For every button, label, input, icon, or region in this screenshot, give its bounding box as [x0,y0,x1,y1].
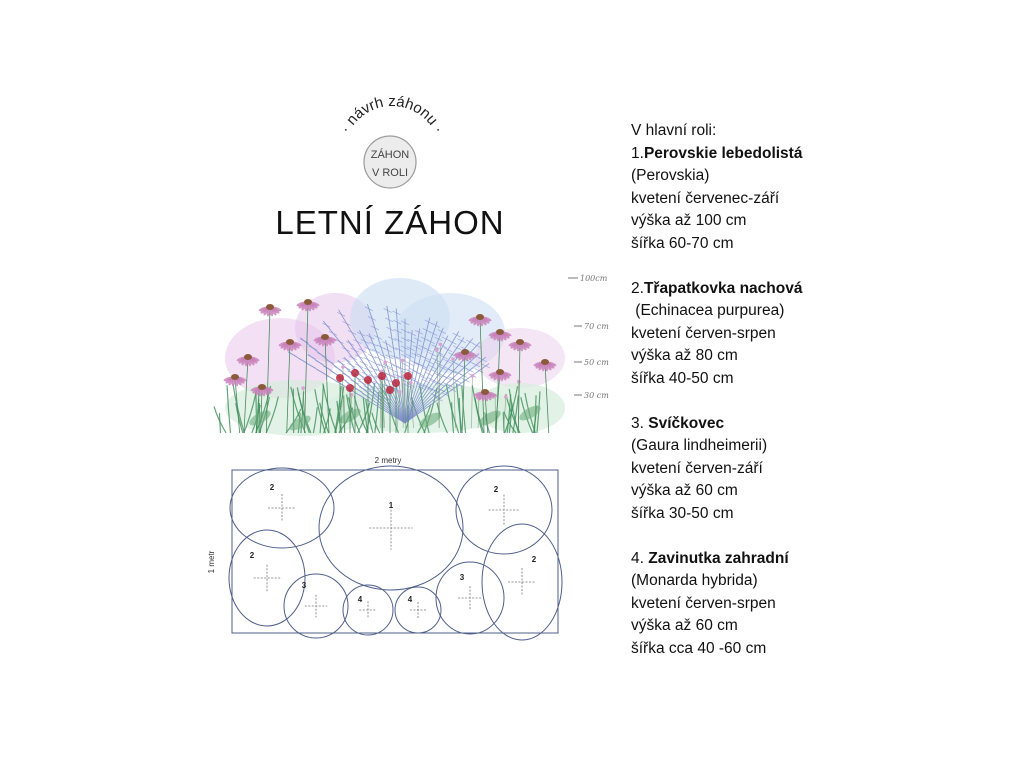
plant-height: výška až 60 cm [631,482,738,499]
plant-entry-4 [631,548,1011,661]
flower-cone [516,339,524,345]
plant-latin: (Gaura lindheimerii) [631,437,768,454]
height-mark-100: 100cm [580,274,608,283]
gaura-flower [504,395,508,399]
flower-cone [461,349,469,355]
perovskia-floret [360,361,368,365]
plant-position [456,466,552,554]
gaura-flower [409,381,413,385]
plant-number: 1. [631,144,644,162]
plant-width: šířka 30-50 cm [631,504,734,522]
plant-position [284,574,348,638]
gaura-flower [301,386,305,390]
page-title: LETNÍ ZÁHON [275,204,505,241]
flower-cone [286,339,294,345]
plant-height: výška až 100 cm [631,212,747,229]
plant-latin: (Perovskia) [631,167,710,184]
plant-bloom: kvetení červen-září [631,459,763,477]
plant-position [343,585,393,635]
bed-illustration [200,248,620,454]
monarda-flower [392,379,400,387]
plant-position [319,466,463,590]
plant-bloom: kvetení červen-srpen [631,594,776,612]
plant-name: Třapatkovka nachová [643,279,803,297]
flower-cone [244,354,252,360]
perovskia-floret [459,374,467,378]
plant-name: Perovskie lebedolistá [643,144,803,162]
gaura-flower [471,374,475,378]
perovskia-floret [375,357,383,361]
plant-number-label: 4 [357,595,363,604]
logo-arc-text: · návrh záhonu · [336,92,448,136]
monarda-flower [336,374,344,382]
gaura-flower [341,365,345,369]
plant-bloom: kvetení červenec-září [631,189,780,207]
leaf-stroke [219,413,220,433]
gaura-flower [451,357,455,361]
plant-info [631,120,1011,660]
gaura-flower [435,348,439,352]
plant-position [395,587,441,633]
svg-text:· návrh záhonu · [337,93,447,136]
plant-name: Zavinutka zahradní [648,549,789,567]
height-scale [568,274,609,400]
perovskia-floret [364,358,372,362]
plant-number-label: 4 [407,595,413,604]
perovskia-floret [368,354,376,358]
logo-line-2: V ROLI [371,167,409,179]
plant-number-label: 1 [388,501,394,510]
perovskia-floret [443,376,451,380]
height-mark-30: 30 cm [584,391,609,400]
plant-number-label: 2 [269,483,275,492]
flower-cone [481,389,489,395]
monarda-flower [364,376,372,384]
intro-text: V hlavní roli: [631,122,717,139]
gaura-flower [398,390,402,394]
plant-number: 3. [631,414,649,432]
plant-number-label: 3 [459,573,465,582]
plant-height: výška až 60 cm [631,617,738,634]
monarda-flower [404,372,412,380]
plant-name: Svíčkovec [648,414,725,432]
height-mark-70: 70 cm [584,322,609,331]
plant-latin: (Monarda hybrida) [631,572,758,589]
flower-cone [496,369,504,375]
plant-width: šířka cca 40 -60 cm [631,639,767,657]
monarda-flower [346,384,354,392]
plant-entry-1 [631,143,1011,256]
flower-cone [321,334,329,340]
plan-height-label: 1 metr [207,550,216,574]
plant-number-label: 2 [531,555,537,564]
flower-cone [266,304,274,310]
plant-number: 4. [631,549,649,567]
flower-cone [541,359,549,365]
gaura-flower [517,380,521,384]
gaura-flower [439,342,443,346]
flower-cone [496,329,504,335]
perovskia-floret [347,363,355,367]
plant-number-label: 2 [493,485,499,494]
perovskia-floret [462,378,470,382]
perovskia-floret [425,372,433,376]
gaura-flower [401,359,405,363]
plant-entry-2 [631,278,1011,391]
plant-number-label: 3 [301,581,307,590]
plant-circle [229,530,305,626]
plant-bloom: kvetení červen-srpen [631,324,776,342]
gaura-flower [383,360,387,364]
flower-cone [258,384,266,390]
plant-position [230,468,334,548]
perovskia-floret [434,373,442,377]
plant-latin: (Echinacea purpurea) [631,302,785,319]
logo-badge [364,136,416,188]
perovskia-floret [362,372,370,376]
flower-cone [304,299,312,305]
plant-width: šířka 40-50 cm [631,369,734,387]
perovskia-floret [334,366,342,370]
plan-width-label: 2 metry [374,456,402,465]
plant-number: 2. [631,279,644,297]
height-mark-50: 50 cm [584,358,609,367]
plant-entry-3 [631,413,1011,526]
perovskia-floret [355,364,363,368]
monarda-flower [351,369,359,377]
perovskia-floret [369,367,377,371]
plant-number-label: 2 [249,551,255,560]
zahon-v-roli-logo [322,92,462,202]
leaf-stroke [256,392,257,433]
planting-plan [200,450,580,650]
perovskia-floret [364,368,372,372]
plant-positions [229,466,562,640]
plant-position [482,524,562,640]
logo-line-1: ZÁHON [370,149,410,161]
plant-position [229,530,305,626]
flower-cone [231,374,239,380]
monarda-flower [386,386,394,394]
monarda-flower [378,372,386,380]
plant-height: výška až 80 cm [631,347,738,364]
plant-width: šířka 60-70 cm [631,234,734,252]
flower-cone [476,314,484,320]
